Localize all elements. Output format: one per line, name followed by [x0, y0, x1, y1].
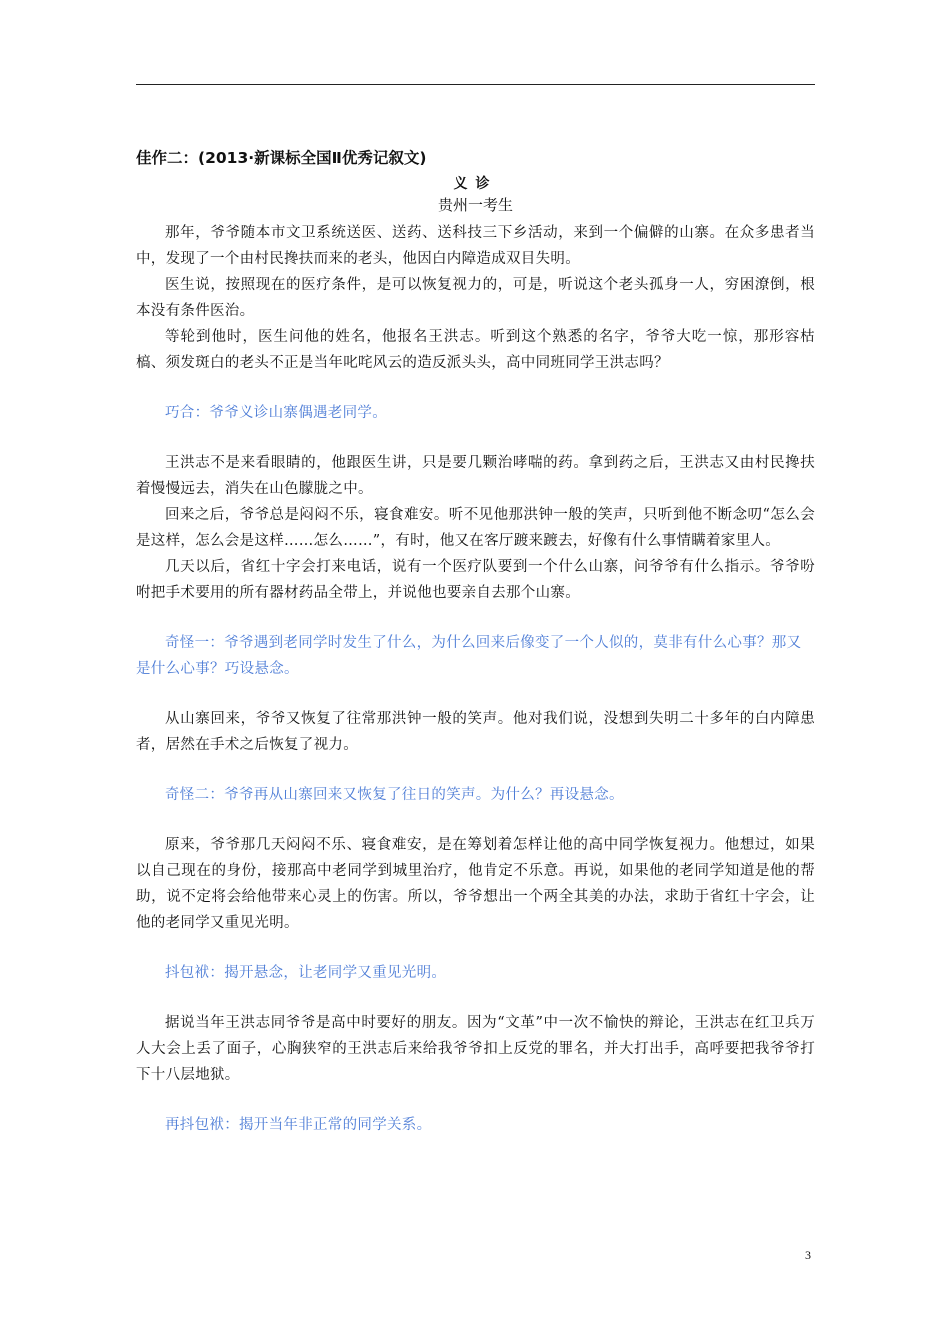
page-number: 3 — [805, 1248, 811, 1262]
paragraph: 医生说，按照现在的医疗条件，是可以恢复视力的，可是，听说这个老头孤身一人，穷困潦倒，根本没有条件医治。 — [136, 277, 815, 319]
commentary-note: 巧合：爷爷义诊山寨偶遇老同学。 — [165, 405, 387, 421]
paragraph: 那年，爷爷随本市文卫系统送医、送药、送科技三下乡活动，来到一个偏僻的山寨。在众多患者当中，发现了一个由村民搀扶而来的老头，他因白内障造成双目失明。 — [136, 225, 815, 267]
section-heading: 佳作二：(2013·新课标全国Ⅱ优秀记叙文) — [136, 149, 427, 167]
paragraph: 几天以后，省红十字会打来电话，说有一个医疗队要到一个什么山寨，问爷爷有什么指示。爷爷吩咐把手术要用的所有器材药品全带上，并说他也要亲自去那个山寨。 — [136, 559, 815, 601]
paragraph: 据说当年王洪志同爷爷是高中时要好的朋友。因为“文革”中一次不愉快的辩论，王洪志在红卫兵万人大会上丢了面子，心胸狭窄的王洪志后来给我爷爷扣上反党的罪名，并大打出手，高呼要把我爷爷打下十八层地狱。 — [136, 1015, 815, 1083]
paragraph: 从山寨回来，爷爷又恢复了往常那洪钟一般的笑声。他对我们说，没想到失明二十多年的白内障患者，居然在手术之后恢复了视力。 — [136, 711, 815, 753]
header-rule — [136, 84, 815, 85]
paragraph: 王洪志不是来看眼睛的，他跟医生讲，只是要几颗治哮喘的药。拿到药之后，王洪志又由村民搀扶着慢慢远去，消失在山色朦胧之中。 — [136, 455, 815, 497]
essay-author: 贵州一考生 — [437, 196, 513, 214]
paragraph: 原来，爷爷那几天闷闷不乐、寝食难安，是在筹划着怎样让他的高中同学恢复视力。他想过，如果以自己现在的身份，接那高中老同学到城里治疗，他肯定不乐意。再说，如果他的老同学知道是他的帮助，说不定将会给他带来心灵上的伤害。所以，爷爷想出一个两全其美的办法，求助于省红十字会，让他的老同学又重见光明。 — [136, 837, 815, 931]
essay-title: 义诊 — [453, 176, 498, 192]
paragraph: 等轮到他时，医生问他的姓名，他报名王洪志。听到这个熟悉的名字，爷爷大吃一惊，那形容枯槁、须发斑白的老头不正是当年叱咤风云的造反派头头，高中同班同学王洪志吗？ — [136, 329, 815, 371]
document-body — [136, 146, 815, 1162]
commentary-note: 奇怪二：爷爷再从山寨回来又恢复了往日的笑声。为什么？再设悬念。 — [165, 787, 624, 803]
commentary-note: 再抖包袱：揭开当年非正常的同学关系。 — [165, 1117, 432, 1133]
paragraph: 回来之后，爷爷总是闷闷不乐，寝食难安。听不见他那洪钟一般的笑声，只听到他不断念叨“怎么会是这样，怎么会是这样……怎么……”，有时，他又在客厅踱来踱去，好像有什么事情瞒着家里人。 — [136, 507, 815, 549]
commentary-note: 抖包袱：揭开悬念，让老同学又重见光明。 — [165, 965, 447, 981]
commentary-note: 奇怪一：爷爷遇到老同学时发生了什么，为什么回来后像变了一个人似的，莫非有什么心事？那又是什么心事？巧设悬念。 — [136, 635, 802, 677]
